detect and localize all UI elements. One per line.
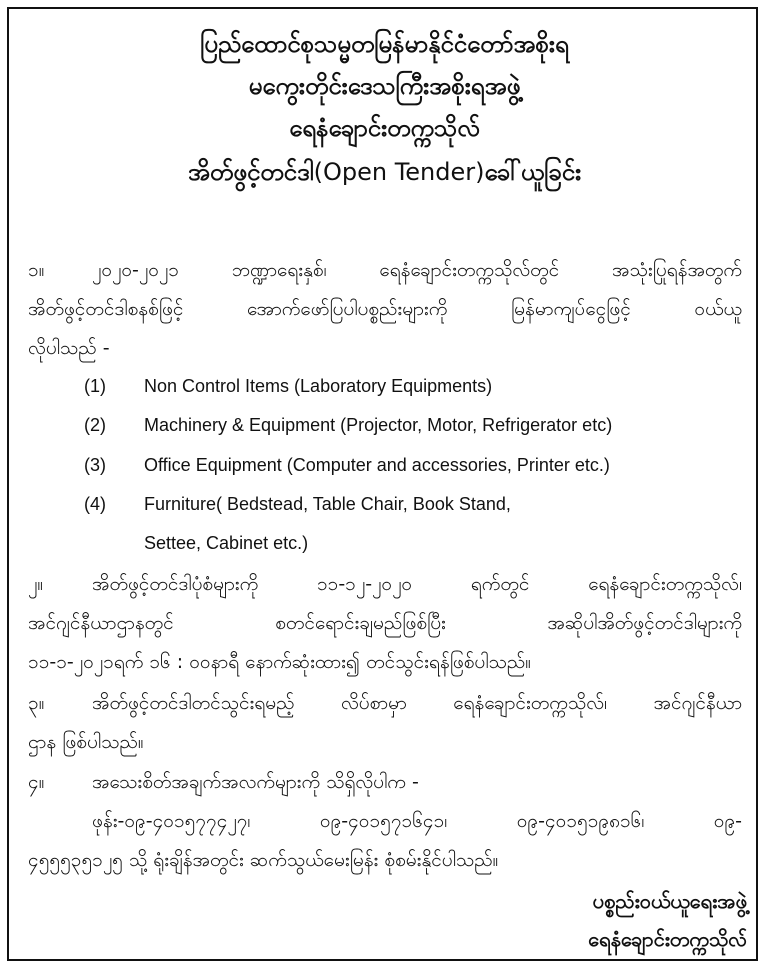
section2-line1-word: ရက်တွင် xyxy=(470,573,530,595)
section3-line1-word: ရေနံချောင်းတက္ကသိုလ်၊ xyxy=(453,692,608,714)
section2-line2-word: အင်ဂျင်နီယာဌာနတွင် xyxy=(28,612,174,634)
phone-number: ၀၉- xyxy=(713,810,742,832)
section2-line1 xyxy=(92,570,742,598)
section4-line1: အသေးစိတ်အချက်အလက်များကို သိရှိလိုပါက - xyxy=(92,771,419,793)
item-text: Non Control Items (Laboratory Equipments) xyxy=(144,376,493,396)
item-number: (3) xyxy=(84,455,106,475)
section3-line1-word: အိတ်ဖွင့်တင်ဒါတင်သွင်းရမည့် xyxy=(92,692,295,714)
section4-line3: ၄၅၅၅၃၅၁၂၅ သို့ ရုံးချိန်အတွင်း ဆက်သွယ်မေးမြန်း စုံစမ်းနိုင်ပါသည်။ xyxy=(28,849,499,871)
phone-number: ၀၉-၄၀၁၅၁၉၈၁၆၊ xyxy=(516,810,645,832)
header-title xyxy=(0,156,769,188)
header-title-english: (Open Tender) xyxy=(313,158,485,186)
section2-line2-word: စတင်ရောင်းချမည်ဖြစ်ပြီး xyxy=(275,612,446,634)
section1-line1-word: ၂၀၂၀-၂၀၂၁ xyxy=(92,259,179,281)
section2-line1-word: ၁၁-၁၂-၂၀၂၀ xyxy=(316,573,413,595)
section1-number: ၁။ xyxy=(28,259,45,281)
item-text-continued: Settee, Cabinet etc.) xyxy=(144,533,309,553)
section1-line1-word: ရေနံချောင်းတက္ကသိုလ်တွင် xyxy=(379,259,560,281)
signature-university: ရေနံချောင်းတက္ကသိုလ် xyxy=(588,927,747,951)
section1-line2-word: အိတ်ဖွင့်တင်ဒါစနစ်ဖြင့် xyxy=(28,298,184,320)
section2-number: ၂။ xyxy=(28,573,44,595)
section2-line3: ၁၁-၁-၂၀၂၁ရက် ၁၆ : ၀၀နာရီ နောက်ဆုံးထား၍ တင်သွင်းရန်ဖြစ်ပါသည်။ xyxy=(28,651,532,673)
section1-line2-word: အောက်ဖော်ပြပါပစ္စည်းများကို xyxy=(246,298,448,320)
section1-line3: လိုပါသည် - xyxy=(28,337,110,359)
item-number: (4) xyxy=(84,494,106,514)
item-text: Machinery & Equipment (Projector, Motor, Refrigerator etc) xyxy=(144,415,613,435)
section1-line1 xyxy=(92,256,742,284)
section3-line1-word: အင်ဂျင်နီယာ xyxy=(653,692,742,714)
section1-line1-word: အသုံးပြုရန်အတွက် xyxy=(612,259,742,281)
section1-line2 xyxy=(28,295,742,323)
section3-line2: ဌာန ဖြစ်ပါသည်။ xyxy=(28,731,144,753)
header-university: ရေနံချောင်းတက္ကသိုလ် xyxy=(289,114,480,142)
section1-line2-word: မြန်မာကျပ်ငွေဖြင့် xyxy=(510,298,631,320)
section4-number: ၄။ xyxy=(28,771,45,793)
item-number: (1) xyxy=(84,376,106,396)
section1-line2-word: ဝယ်ယူ xyxy=(694,298,742,320)
section2-line2 xyxy=(28,609,742,637)
item-text: Office Equipment (Computer and accessories, Printer etc.) xyxy=(144,455,610,475)
header-title-prefix: အိတ်ဖွင့်တင်ဒါ xyxy=(187,158,314,186)
item-number: (2) xyxy=(84,415,106,435)
section2-line1-word: ရေနံချောင်းတက္ကသိုလ်၊ xyxy=(588,573,742,595)
signature-committee: ပစ္စည်းဝယ်ယူရေးအဖွဲ့ xyxy=(592,889,747,913)
section3-line1 xyxy=(92,689,742,717)
section4-line2 xyxy=(92,807,742,835)
phone-number: ၀၉-၄၀၁၅၇၁၆၄၁၊ xyxy=(319,810,448,832)
header-government: ပြည်ထောင်စုသမ္မတမြန်မာနိုင်ငံတော်အစိုးရ xyxy=(200,30,569,58)
item-text: Furniture( Bedstead, Table Chair, Book Stand, xyxy=(144,494,511,514)
section2-line2-word: အဆိုပါအိတ်ဖွင့်တင်ဒါများကို xyxy=(547,612,742,634)
section1-line1-word: ဘဏ္ဍာရေးနှစ်၊ xyxy=(231,259,327,281)
phone-number: ဖုန်း-၀၉-၄၀၁၅၇၇၄၂၇၊ xyxy=(92,810,251,832)
section3-number: ၃။ xyxy=(28,692,45,714)
header-title-suffix: ခေါ်ယူခြင်း xyxy=(484,158,582,186)
section3-line1-word: လိပ်စာမှာ xyxy=(340,692,407,714)
section2-line1-word: အိတ်ဖွင့်တင်ဒါပုံစံများကို xyxy=(92,573,259,595)
header-region: မကွေးတိုင်းဒေသကြီးအစိုးရအဖွဲ့ xyxy=(248,72,521,100)
